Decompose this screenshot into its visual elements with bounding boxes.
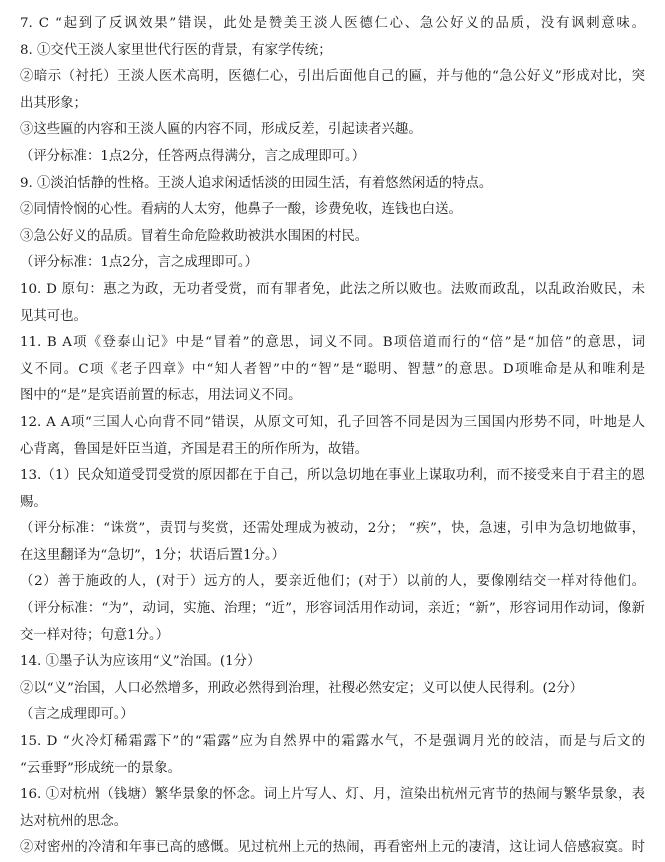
text-line: ②以“义”治国，人口必然增多，刑政必然得到治理，社稷必然安定；义可以使人民得利。(2分） (20, 680, 584, 696)
text-line: （评分标准：1点2分，任答两点得满分，言之成理即可。） (20, 148, 366, 164)
text-line: 12. A A项“三国人心向背不同”错误，从原文可知，孔子回答不同是因为三国国内形势不同，叶地是人 (20, 414, 645, 430)
text-line: 出其形象； (20, 95, 87, 111)
text-line: 在这里翻译为“急切”，1分；状语后置1分。） (20, 547, 286, 563)
text-line: 赐。 (20, 494, 47, 510)
text-line: ②暗示（衬托）王淡人医术高明，医德仁心，引出后面他自己的匾，并与他的“急公好义”形成对比，突 (20, 69, 645, 85)
text-line: 9. ①淡泊恬静的性格。王淡人追求闲适恬淡的田园生活，有着悠然闲适的特点。 (20, 175, 493, 191)
text-line: 交一样对待；句意1分。） (20, 627, 170, 643)
text-line: 11. B A项《登泰山记》中是“冒着”的意思，词义不同。B项倍道而行的“倍”是“加倍”的意思，词 (20, 335, 645, 351)
text-line: “云垂野”形成统一的景象。 (20, 760, 181, 776)
text-line: ③急公好义的品质。冒着生命危险救助被洪水围困的村民。 (20, 228, 369, 244)
text-line: 图中的“是”是宾语前置的标志，用法词义不同。 (20, 388, 302, 404)
text-line: 7. C “起到了反讽效果”错误，此处是赞美王淡人医德仁心、急公好义的品质，没有讽刺意味。 (20, 16, 645, 31)
text-line: 义不同。C项《老子四章》中“知人者智”中的“智”是“聪明、智慧”的意思。D项唯命是从和唯利是 (20, 361, 645, 377)
text-line: 16. ①对杭州（钱塘）繁华景象的怀念。词上片写人、灯、月，渲染出杭州元宵节的热闹与繁华景象，表 (20, 787, 645, 803)
text-line: 10. D 原句：惠之为政，无功者受赏，而有罪者免，此法之所以败也。法败而政乱，以乱政治败民，未 (20, 281, 645, 297)
text-line: 13.（1）民众知道受罚受赏的原因都在于自己，所以急切地在事业上谋取功利，而不接受来自于君主的恩 (20, 468, 645, 484)
text-line: 见其可也。 (20, 308, 87, 324)
text-line: 达对杭州的思念。 (20, 813, 128, 829)
text-line: 15. D “火冷灯稀霜露下”的“霜露”应为自然界中的霜露水气，不是强调月光的皎洁，而是与后文的 (20, 734, 645, 750)
text-line: ②同情怜悯的心性。看病的人太穷，他鼻子一酸，诊费免收，连钱也白送。 (20, 202, 462, 218)
text-line: （评分标准：“为”，动词，实施、治理；“近”，形容词活用作动词，亲近；“新”，形容词用作动词，像新 (20, 601, 645, 617)
text-line: （评分标准：“诛赏”，责罚与奖赏，还需处理成为被动，2分； “疾”，快，急速，引申为急切地做事， (20, 521, 645, 537)
text-line: 8. ①交代王淡人家里世代行医的背景，有家学传统； (20, 42, 332, 58)
text-line: （2）善于施政的人，(对于）远方的人，要亲近他们；(对于）以前的人，要像刚结交一样对待他们。 (20, 574, 645, 590)
text-line: 14. ①墨子认为应该用“义”治国。(1分） (20, 654, 261, 670)
text-line: ③这些匾的内容和王淡人匾的内容不同，形成反差，引起读者兴趣。 (20, 122, 422, 138)
text-line: ②对密州的冷清和年事已高的感慨。见过杭州上元的热闹，再看密州上元的凄清，这让词人倍感寂寞。时 (20, 840, 645, 856)
text-line: 心背离，鲁国是奸臣当道，齐国是君王的所作所为，故错。 (20, 441, 369, 457)
text-line: （言之成理即可。） (20, 707, 134, 723)
text-line: （评分标准：1点2分，言之成理即可。） (20, 255, 258, 271)
